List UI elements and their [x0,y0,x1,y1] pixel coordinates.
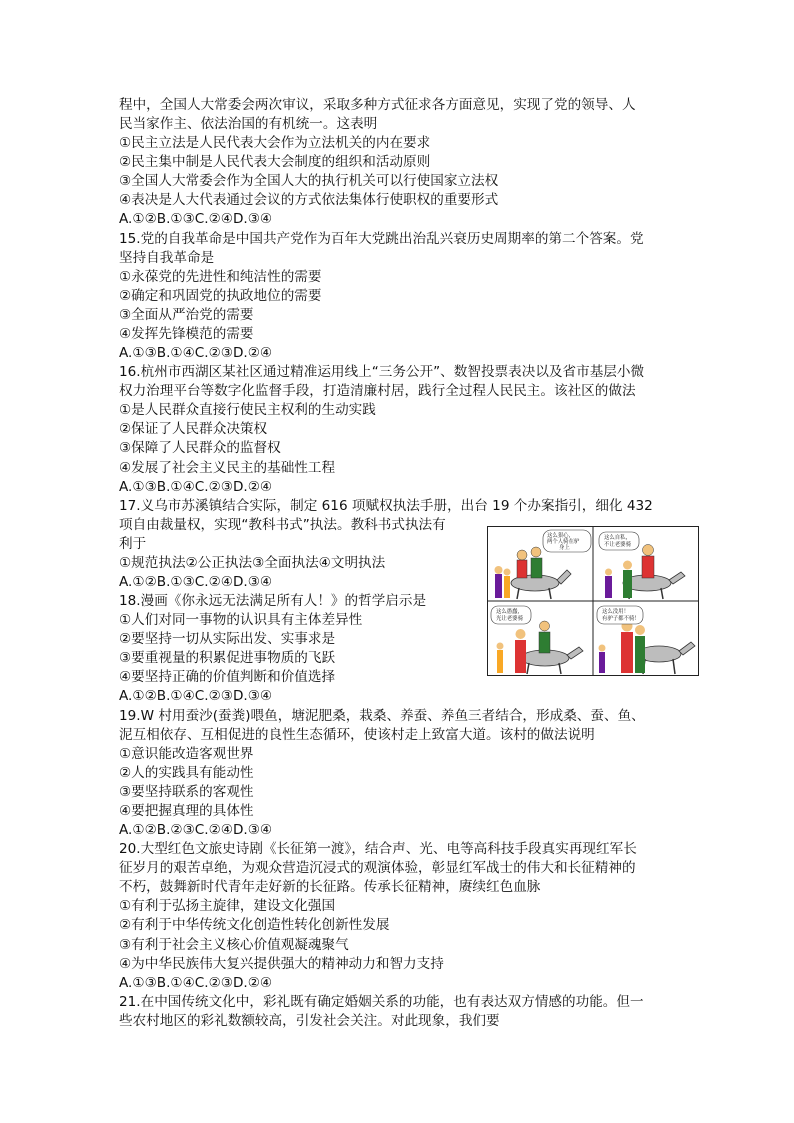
text-line: 不朽，鼓舞新时代青年走好新的长征路。传承长征精神，赓续红色血脉 [119,879,541,896]
comic-bubble-4: 这么没用！ 有驴子都不骑！ [602,609,640,622]
text-line: ③有利于社会主义核心价值观凝魂聚气 [119,936,349,953]
text-line: ④表决是人大代表通过会议的方式依法集体行使职权的重要形式 [119,192,499,209]
text-line: 19.W 村用蚕沙(蚕粪)喂鱼，塘泥肥桑，栽桑、养蚕、养鱼三者结合，形成桑、蚕、鱼、 [119,707,645,724]
comic-bubble-2: 这么自私， 不让老婆骑 [604,535,631,548]
text-line: 18.漫画《你永远无法满足所有人！》的哲学启示是 [119,593,427,610]
text-line: ②确定和巩固党的执政地位的需要 [119,287,322,304]
text-line: ③要重视量的积累促进事物质的飞跃 [119,650,336,667]
text-line: ①永葆党的先进性和纯洁性的需要 [119,268,322,285]
text-line: ④为中华民族伟大复兴提供强大的精神动力和智力支持 [119,955,444,972]
comic-illustration [487,526,699,676]
text-line: 些农村地区的彩礼数额较高，引发社会关注。对此现象，我们要 [119,1012,500,1029]
text-line: 16.杭州市西湖区某社区通过精准运用线上“三务公开”、数智投票表决以及省市基层小微 [119,364,645,381]
text-line: ③全国人大常委会作为全国人大的执行机关可以行使国家立法权 [119,173,499,190]
text-line: A.①③B.①④C.②③D.②④ [119,345,273,362]
text-line: ②保证了人民群众决策权 [119,421,268,438]
text-line: ④要把握真理的具体性 [119,802,254,819]
text-line: ④发挥先锋模范的需要 [119,325,254,342]
text-line: 利于 [119,535,147,552]
text-line: A.①②B.①③C.②④D.③④ [119,211,273,228]
text-line: 程中，全国人大常委会两次审议，采取多种方式征求各方面意见，实现了党的领导、人 [119,97,636,113]
text-line: A.①②B.①③C.②④D.③④ [119,574,273,590]
text-line: ③保障了人民群众的监督权 [119,440,281,457]
text-line: 坚持自我革命是 [119,249,215,266]
text-line: 项自由裁量权，实现“教科书式”执法。教科书式执法有 [119,516,446,533]
text-line: 权力治理平台等数字化监督手段，打造清廉村居，践行全过程人民民主。该社区的做法 [119,383,636,400]
text-line: A.①②B.②③C.②④D.③④ [119,822,273,839]
text-line: ①意识能改造客观世界 [119,745,254,762]
text-line: ③全面从严治党的需要 [119,306,254,323]
text-line: ①民主立法是人民代表大会作为立法机关的内在要求 [119,135,431,152]
text-line: ①规范执法②公正执法③全面执法④文明执法 [119,554,386,571]
text-line: ①有利于弘扬主旋律，建设文化强国 [119,898,336,915]
text-line: ③要坚持联系的客观性 [119,783,254,800]
text-line: ②要坚持一切从实际出发、实事求是 [119,631,336,648]
text-line: 15.党的自我革命是中国共产党作为百年大党跳出治乱兴衰历史周期率的第二个答案。党 [119,230,644,247]
text-line: ①人们对同一事物的认识具有主体差异性 [119,612,363,629]
text-line: ②民主集中制是人民代表大会制度的组织和活动原则 [119,154,431,171]
text-line: A.①②B.①④C.②③D.③④ [119,688,273,705]
text-line: 17.义乌市苏溪镇结合实际，制定 616 项赋权执法手册，出台 19 个办案指引，细化 432 [119,497,653,514]
text-line: ②人的实践具有能动性 [119,764,254,781]
text-line: A.①③B.①④C.②③D.②④ [119,974,273,991]
text-line: ④发展了社会主义民主的基础性工程 [119,459,336,476]
text-line: ①是人民群众直接行使民主权利的生动实践 [119,402,376,419]
text-line: 征岁月的艰苦卓绝，为观众营造沉浸式的观演体验，彰显红军战士的伟大和长征精神的 [119,860,636,877]
text-line: ②有利于中华传统文化创造性转化创新性发展 [119,917,390,934]
text-line: ④要坚持正确的价值判断和价值选择 [119,669,336,686]
comic-bubble-1: 这么狠心， 两个人骑在驴 身上 [547,533,580,551]
text-line: 21.在中国传统文化中，彩礼既有确定婚姻关系的功能，也有表达双方情感的功能。但一 [119,993,644,1010]
text-line: 泥互相依存、互相促进的良性生态循环，使该村走上致富大道。该村的做法说明 [119,726,595,743]
comic-bubble-3: 这么愚蠢， 光让老婆骑 [496,609,523,622]
text-line: 20.大型红色文旅史诗剧《长征第一渡》，结合声、光、电等高科技手段真实再现红军长 [119,841,637,858]
text-line: 民当家作主、依法治国的有机统一。这表明 [119,116,378,133]
text-line: A.①③B.①④C.②③D.②④ [119,478,273,495]
